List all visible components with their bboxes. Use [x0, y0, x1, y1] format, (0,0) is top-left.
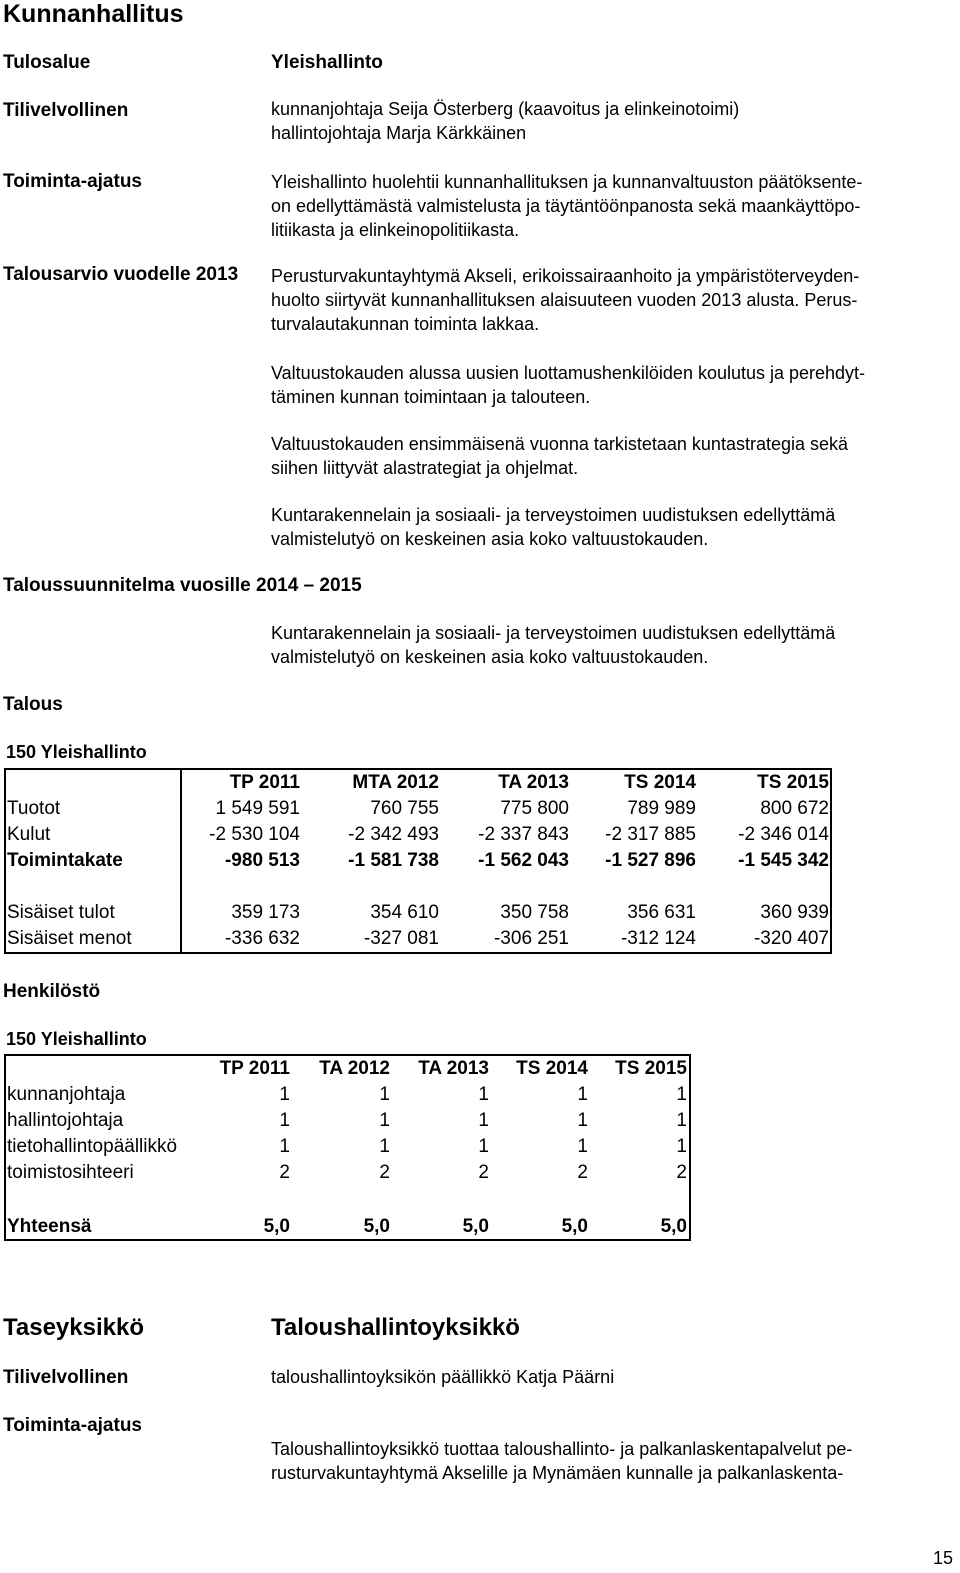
table-cell: 1 — [478, 1110, 489, 1131]
table-cell: 775 800 — [500, 798, 569, 819]
row-label: toimistosihteeri — [7, 1162, 134, 1183]
header-cell: MTA 2012 — [352, 772, 439, 793]
taseyksikko-heading: Taseyksikkö — [3, 1314, 144, 1341]
tulosalue-value: Yleishallinto — [271, 52, 383, 73]
spacer-cell — [5, 874, 831, 900]
header-cell: TS 2014 — [516, 1058, 588, 1079]
text-line: kunnanjohtaja Seija Österberg (kaavoitus ja elinkeinotoimi) — [271, 99, 740, 119]
text-line: Yleishallinto huolehtii kunnanhallituksen ja kunnanvaltuuston päätöksente- — [271, 172, 863, 192]
table-cell: 1 — [379, 1110, 390, 1131]
page-title: Kunnanhallitus — [3, 0, 184, 28]
table-cell: -1 527 896 — [605, 850, 696, 871]
table-cell: -306 251 — [493, 928, 569, 949]
table-spacer-row — [5, 874, 831, 900]
row-label: tietohallintopäällikkö — [7, 1136, 178, 1157]
table-cell: 354 610 — [370, 902, 439, 923]
table-row-total — [5, 848, 831, 874]
table-cell: 1 — [478, 1136, 489, 1157]
table-row — [5, 1160, 689, 1186]
text-line: rusturvakuntayhtymä Akselille ja Mynämäen kunnalle ja palkanlaskenta- — [271, 1463, 844, 1483]
table-cell: 1 — [577, 1084, 588, 1105]
toiminta-ajatus-label: Toiminta-ajatus — [3, 171, 142, 192]
table-cell: 356 631 — [627, 902, 696, 923]
taloussuunnitelma-paragraph — [271, 621, 835, 669]
table-cell: 800 672 — [760, 798, 829, 819]
row-label: Toimintakate — [7, 850, 123, 871]
table-row — [5, 1134, 689, 1160]
table-cell: -2 342 493 — [348, 824, 439, 845]
row-label: Sisäiset tulot — [7, 902, 115, 923]
table-row — [5, 900, 831, 926]
talousarvio-paragraph-3 — [271, 432, 848, 480]
table-spacer-row — [5, 1186, 689, 1214]
henkilosto-heading: Henkilöstö — [3, 981, 101, 1002]
tilivelvollinen-text — [271, 97, 739, 145]
table-cell: 789 989 — [627, 798, 696, 819]
row-label: Tuotot — [7, 798, 61, 819]
table-cell: 760 755 — [370, 798, 439, 819]
text-line: on edellyttämästä valmistelusta ja täytäntöönpanosta sekä maankäyttöpo- — [271, 196, 861, 216]
table-cell: -336 632 — [224, 928, 300, 949]
table-cell: -312 124 — [620, 928, 696, 949]
row-label: kunnanjohtaja — [7, 1084, 126, 1105]
table-cell: 1 — [279, 1110, 290, 1131]
talousarvio-paragraph-1 — [271, 264, 859, 336]
table-row — [5, 822, 831, 848]
text-line: hallintojohtaja Marja Kärkkäinen — [271, 123, 527, 143]
text-line: litiikasta ja elinkeinopolitiikasta. — [271, 220, 520, 240]
tilivelvollinen-label: Tilivelvollinen — [3, 100, 129, 121]
row-label: Sisäiset menot — [7, 928, 132, 949]
taloussuunnitelma-label: Taloussuunnitelma vuosille 2014 – 2015 — [3, 575, 362, 596]
talous-heading: Talous — [3, 694, 63, 715]
table-row — [5, 1082, 689, 1108]
toiminta-ajatus-text-2 — [271, 1437, 852, 1485]
text-line: täminen kunnan toimintaan ja talouteen. — [271, 387, 591, 407]
table-header-row — [5, 770, 831, 796]
row-label: Kulut — [7, 824, 51, 845]
tulosalue-label: Tulosalue — [3, 52, 91, 73]
table-cell: 1 — [676, 1110, 687, 1131]
taloushallintoyksikko-heading: Taloushallintoyksikkö — [271, 1314, 520, 1341]
row-label: hallintojohtaja — [7, 1110, 124, 1131]
header-cell: TP 2011 — [219, 1058, 290, 1079]
header-cell: TS 2015 — [757, 772, 829, 793]
table-cell: -1 545 342 — [738, 850, 829, 871]
text-line: siihen liittyvät alastrategiat ja ohjelmat. — [271, 458, 579, 478]
tilivelvollinen-value-2: taloushallintoyksikön päällikkö Katja Päärni — [271, 1367, 615, 1387]
table-cell: 1 — [577, 1110, 588, 1131]
toiminta-ajatus-text — [271, 170, 862, 242]
table-cell: -1 562 043 — [478, 850, 569, 871]
talousarvio-paragraph-4 — [271, 503, 835, 551]
spacer-cell — [5, 1186, 689, 1214]
table-cell: 1 — [676, 1084, 687, 1105]
table-cell: 1 — [676, 1136, 687, 1157]
text-line: Kuntarakennelain ja sosiaali- ja terveystoimen uudistuksen edellyttämä — [271, 623, 836, 643]
talous-table — [5, 770, 831, 952]
text-line: valmistelutyö on keskeinen asia koko valtuustokauden. — [271, 647, 709, 667]
talousarvio-label: Talousarvio vuodelle 2013 — [3, 264, 239, 285]
text-line: Valtuustokauden ensimmäisenä vuonna tarkistetaan kuntastrategia sekä — [271, 434, 849, 454]
talous-table-title: 150 Yleishallinto — [6, 742, 147, 762]
table-cell: 2 — [676, 1162, 687, 1183]
text-line: Valtuustokauden alussa uusien luottamushenkilöiden koulutus ja perehdyt- — [271, 363, 866, 383]
page-number: 15 — [933, 1548, 954, 1568]
table-cell: -2 337 843 — [478, 824, 569, 845]
table-cell: -1 581 738 — [348, 850, 439, 871]
henkilosto-table — [5, 1056, 689, 1240]
table-cell: 1 — [379, 1084, 390, 1105]
table-cell: 359 173 — [231, 902, 300, 923]
table-cell: -2 346 014 — [738, 824, 829, 845]
text-line: Taloushallintoyksikkö tuottaa taloushallinto- ja palkanlaskentapalvelut pe- — [271, 1439, 853, 1459]
header-cell: TP 2011 — [229, 772, 300, 793]
text-line: huolto siirtyvät kunnanhallituksen alaisuuteen vuoden 2013 alusta. Perus- — [271, 290, 858, 310]
header-cell: TA 2013 — [498, 772, 569, 793]
table-cell: 2 — [279, 1162, 290, 1183]
table-cell: -320 407 — [753, 928, 829, 949]
text-line: turvalautakunnan toiminta lakkaa. — [271, 314, 540, 334]
table-cell: 2 — [379, 1162, 390, 1183]
table-cell: 2 — [478, 1162, 489, 1183]
table-cell: -327 081 — [363, 928, 439, 949]
tilivelvollinen-label-2: Tilivelvollinen — [3, 1367, 129, 1388]
table-cell: 1 — [379, 1136, 390, 1157]
table-row-total — [5, 1214, 689, 1240]
header-cell: TS 2015 — [615, 1058, 687, 1079]
row-label: Yhteensä — [7, 1216, 92, 1237]
table-cell: 5,0 — [363, 1216, 390, 1237]
table-cell: 5,0 — [462, 1216, 489, 1237]
table-cell: 1 549 591 — [215, 798, 300, 819]
table-row — [5, 926, 831, 952]
table-header-row — [5, 1056, 689, 1082]
header-cell: TS 2014 — [624, 772, 696, 793]
table-cell: 350 758 — [500, 902, 569, 923]
table-cell: 1 — [577, 1136, 588, 1157]
table-row — [5, 796, 831, 822]
toiminta-ajatus-label-2: Toiminta-ajatus — [3, 1415, 142, 1436]
text-line: Perusturvakuntayhtymä Akseli, erikoissairaanhoito ja ympäristöterveyden- — [271, 266, 860, 286]
table-cell: -2 317 885 — [605, 824, 696, 845]
table-cell: -2 530 104 — [209, 824, 300, 845]
text-line: Kuntarakennelain ja sosiaali- ja terveystoimen uudistuksen edellyttämä — [271, 505, 836, 525]
table-cell: 5,0 — [561, 1216, 588, 1237]
table-cell: 1 — [478, 1084, 489, 1105]
table-cell: 360 939 — [760, 902, 829, 923]
table-cell: 1 — [279, 1136, 290, 1157]
header-cell: TA 2013 — [418, 1058, 489, 1079]
table-row — [5, 1108, 689, 1134]
talousarvio-paragraph-2 — [271, 361, 865, 409]
header-cell: TA 2012 — [319, 1058, 390, 1079]
table-cell: 1 — [279, 1084, 290, 1105]
table-cell: 5,0 — [660, 1216, 687, 1237]
header-cell — [5, 770, 180, 796]
henkilosto-table-title: 150 Yleishallinto — [6, 1029, 147, 1049]
table-cell: 5,0 — [263, 1216, 290, 1237]
table-cell: 2 — [577, 1162, 588, 1183]
header-cell — [5, 1056, 195, 1082]
table-cell: -980 513 — [224, 850, 300, 871]
text-line: valmistelutyö on keskeinen asia koko valtuustokauden. — [271, 529, 709, 549]
